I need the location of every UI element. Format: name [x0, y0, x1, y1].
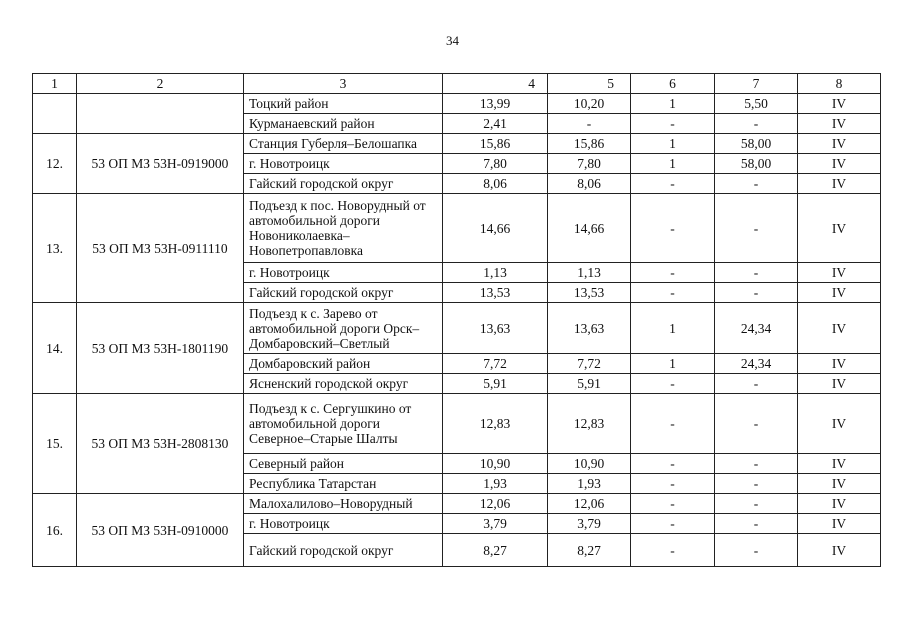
col6-value: -	[631, 283, 715, 303]
header-cell: 2	[77, 74, 244, 94]
header-cell: 6	[631, 74, 715, 94]
col7-value: 24,34	[715, 303, 798, 354]
category-value: IV	[798, 263, 881, 283]
category-value: IV	[798, 154, 881, 174]
col7-value: -	[715, 394, 798, 454]
col7-value: -	[715, 474, 798, 494]
length-regional: 1,93	[548, 474, 631, 494]
category-value: IV	[798, 474, 881, 494]
segment-name: Гайский городской округ	[244, 283, 443, 303]
row-number: 14.	[33, 303, 77, 394]
length-total: 8,06	[443, 174, 548, 194]
col7-value: -	[715, 194, 798, 263]
col6-value: -	[631, 374, 715, 394]
col7-value: -	[715, 174, 798, 194]
road-name: Подъезд к с. Сергушкино от автомобильной дороги Северное–Старые Шалты	[244, 394, 443, 454]
segment-name: Курманаевский район	[244, 114, 443, 134]
row-number: 15.	[33, 394, 77, 494]
road-code: 53 ОП МЗ 53Н-0919000	[77, 134, 244, 194]
col7-value: -	[715, 283, 798, 303]
col7-value: -	[715, 494, 798, 514]
category-value: IV	[798, 394, 881, 454]
length-total: 7,80	[443, 154, 548, 174]
road-code: 53 ОП МЗ 53Н-1801190	[77, 303, 244, 394]
col6-value: -	[631, 454, 715, 474]
length-regional: 8,06	[548, 174, 631, 194]
table-row	[33, 303, 881, 354]
length-regional: 5,91	[548, 374, 631, 394]
category-value: IV	[798, 454, 881, 474]
length-total: 13,53	[443, 283, 548, 303]
category-value: IV	[798, 283, 881, 303]
road-name: Подъезд к пос. Новорудный от автомобильной дороги Новониколаевка–Новопетропавловка	[244, 194, 443, 263]
segment-name: Ясненский городской округ	[244, 374, 443, 394]
road-code: 53 ОП МЗ 53Н-2808130	[77, 394, 244, 494]
length-total: 12,83	[443, 394, 548, 454]
header-row	[33, 74, 881, 94]
segment-name: Гайский городской округ	[244, 174, 443, 194]
table-row	[33, 94, 881, 114]
length-total: 1,93	[443, 474, 548, 494]
category-value: IV	[798, 514, 881, 534]
col6-value: -	[631, 114, 715, 134]
header-cell: 1	[33, 74, 77, 94]
col7-value: -	[715, 514, 798, 534]
table-row	[33, 194, 881, 263]
category-value: IV	[798, 354, 881, 374]
length-total: 3,79	[443, 514, 548, 534]
segment-name: г. Новотроицк	[244, 514, 443, 534]
length-regional: 13,53	[548, 283, 631, 303]
category-value: IV	[798, 174, 881, 194]
header-cell: 3	[244, 74, 443, 94]
table-row	[33, 394, 881, 454]
col7-value: 24,34	[715, 354, 798, 374]
row-number: 16.	[33, 494, 77, 567]
col7-value: -	[715, 454, 798, 474]
length-regional: 12,06	[548, 494, 631, 514]
col7-value: -	[715, 374, 798, 394]
col7-value: -	[715, 534, 798, 567]
category-value: IV	[798, 114, 881, 134]
category-value: IV	[798, 494, 881, 514]
length-regional: 10,20	[548, 94, 631, 114]
length-total: 10,90	[443, 454, 548, 474]
road-name: Малохалилово–Новорудный	[244, 494, 443, 514]
header-cell: 5	[548, 74, 631, 94]
category-value: IV	[798, 94, 881, 114]
length-total: 1,13	[443, 263, 548, 283]
col6-value: 1	[631, 354, 715, 374]
length-regional: 13,63	[548, 303, 631, 354]
col7-value: -	[715, 114, 798, 134]
length-total: 7,72	[443, 354, 548, 374]
length-regional: 8,27	[548, 534, 631, 567]
length-total: 13,63	[443, 303, 548, 354]
col6-value: 1	[631, 154, 715, 174]
col7-value: -	[715, 263, 798, 283]
road-name: Подъезд к с. Зарево от автомобильной дороги Орск–Домбаровский–Светлый	[244, 303, 443, 354]
header-cell: 7	[715, 74, 798, 94]
segment-name: Северный район	[244, 454, 443, 474]
category-value: IV	[798, 134, 881, 154]
row-number-cell	[33, 94, 77, 134]
length-regional: 10,90	[548, 454, 631, 474]
segment-name: Тоцкий район	[244, 94, 443, 114]
road-code: 53 ОП МЗ 53Н-0911110	[77, 194, 244, 303]
road-code: 53 ОП МЗ 53Н-0910000	[77, 494, 244, 567]
length-regional: -	[548, 114, 631, 134]
segment-name: Республика Татарстан	[244, 474, 443, 494]
col7-value: 58,00	[715, 154, 798, 174]
col7-value: 58,00	[715, 134, 798, 154]
col6-value: 1	[631, 94, 715, 114]
header-cell: 4	[443, 74, 548, 94]
header-cell: 8	[798, 74, 881, 94]
col7-value: 5,50	[715, 94, 798, 114]
length-regional: 14,66	[548, 194, 631, 263]
col6-value: -	[631, 263, 715, 283]
length-total: 14,66	[443, 194, 548, 263]
col6-value: 1	[631, 303, 715, 354]
segment-name: Домбаровский район	[244, 354, 443, 374]
length-regional: 12,83	[548, 394, 631, 454]
length-total: 15,86	[443, 134, 548, 154]
table-row	[33, 134, 881, 154]
length-regional: 3,79	[548, 514, 631, 534]
length-regional: 1,13	[548, 263, 631, 283]
row-number: 12.	[33, 134, 77, 194]
col6-value: 1	[631, 134, 715, 154]
length-total: 12,06	[443, 494, 548, 514]
segment-name: г. Новотроицк	[244, 263, 443, 283]
length-total: 8,27	[443, 534, 548, 567]
road-code-cell	[77, 94, 244, 134]
segment-name: г. Новотроицк	[244, 154, 443, 174]
page-number: 34	[446, 33, 459, 48]
col6-value: -	[631, 494, 715, 514]
length-total: 5,91	[443, 374, 548, 394]
table-row	[33, 494, 881, 514]
segment-name: Гайский городской округ	[244, 534, 443, 567]
length-total: 2,41	[443, 114, 548, 134]
category-value: IV	[798, 194, 881, 263]
category-value: IV	[798, 534, 881, 567]
col6-value: -	[631, 174, 715, 194]
length-total: 13,99	[443, 94, 548, 114]
length-regional: 7,72	[548, 354, 631, 374]
col6-value: -	[631, 534, 715, 567]
category-value: IV	[798, 303, 881, 354]
category-value: IV	[798, 374, 881, 394]
length-regional: 7,80	[548, 154, 631, 174]
row-number: 13.	[33, 194, 77, 303]
col6-value: -	[631, 194, 715, 263]
col6-value: -	[631, 514, 715, 534]
length-regional: 15,86	[548, 134, 631, 154]
roads-table	[32, 73, 881, 567]
col6-value: -	[631, 394, 715, 454]
road-name: Станция Губерля–Белошапка	[244, 134, 443, 154]
col6-value: -	[631, 474, 715, 494]
